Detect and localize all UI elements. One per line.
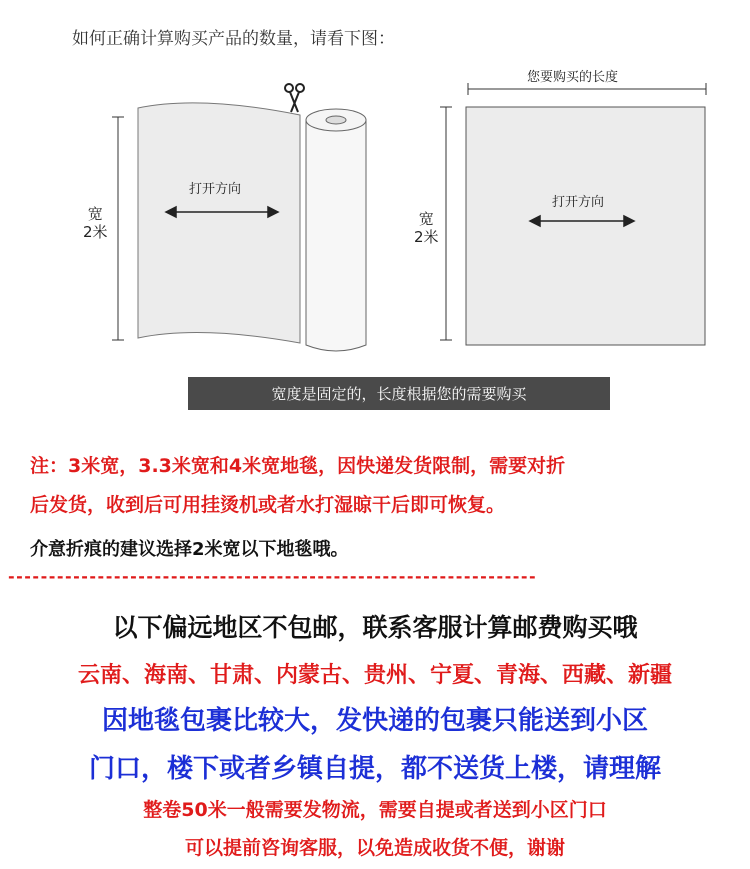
left-width-label <box>83 205 108 241</box>
note-line-2: 后发货，收到后可用挂烫机或者水打湿晾干后即可恢复。 <box>30 494 506 516</box>
carpet-diagram <box>0 0 750 430</box>
length-label: 您要购买的长度 <box>527 70 619 85</box>
logistics-note-line-1: 整卷50米一般需要发物流，需要自提或者送到小区门口 <box>143 799 607 821</box>
logistics-note-line-2: 可以提前咨询客服，以免造成收货不便，谢谢 <box>184 837 565 859</box>
caption-bar: 宽度是固定的，长度根据您的需要购买 <box>188 377 610 410</box>
page-title: 如何正确计算购买产品的数量，请看下图： <box>72 29 395 49</box>
right-width-label <box>414 210 439 246</box>
note-line-3: 介意折痕的建议选择2米宽以下地毯哦。 <box>30 539 349 560</box>
shipping-heading: 以下偏远地区不包邮，联系客服计算邮费购买哦 <box>112 613 638 642</box>
right-width-label-line1: 宽 <box>418 210 434 228</box>
left-width-label-line1: 宽 <box>87 205 103 223</box>
carpet-sheet <box>138 103 300 343</box>
left-width-label-line2: 2米 <box>83 223 108 241</box>
scissors-icon <box>285 84 304 112</box>
carpet-piece <box>466 107 705 345</box>
left-direction-label: 打开方向 <box>189 182 242 197</box>
dashed-divider: ----------------------------------------------------------------- <box>8 570 538 584</box>
right-direction-label: 打开方向 <box>552 195 605 210</box>
carpet-roll <box>306 120 366 351</box>
remote-regions: 云南、海南、甘肃、内蒙古、贵州、宁夏、青海、西藏、新疆 <box>77 663 672 688</box>
delivery-note-line-1: 因地毯包裹比较大，发快递的包裹只能送到小区 <box>101 706 648 736</box>
note-line-1: 注：3米宽，3.3米宽和4米宽地毯，因快递发货限制，需要对折 <box>30 455 566 477</box>
delivery-note-line-2: 门口，楼下或者乡镇自提，都不送货上楼，请理解 <box>88 754 661 784</box>
right-width-label-line2: 2米 <box>414 228 439 246</box>
